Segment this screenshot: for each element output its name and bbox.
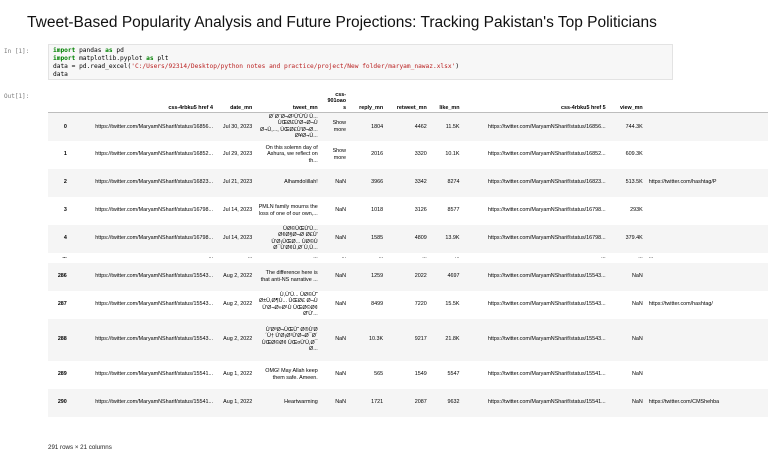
table-cell: The difference here is that anti-NS narrative ... — [260, 270, 318, 283]
table-cell: NaN — [631, 336, 643, 343]
table-cell: https://twitter.com/MaryamNSharif/status/16798... — [95, 207, 213, 214]
column-header: retweet_mn — [386, 88, 430, 113]
table-row — [48, 263, 768, 291]
code-text: data = pd.read_excel( — [53, 63, 132, 70]
table-cell: 9217 — [414, 336, 427, 343]
table-cell: https://twitter.com/MaryamNSharif/status/15541... — [95, 371, 213, 378]
code-keyword: import — [53, 47, 76, 54]
table-cell: 1585 — [371, 235, 384, 242]
table-cell: ... — [341, 254, 347, 261]
table-row — [48, 225, 768, 253]
table-cell: NaN — [335, 179, 347, 186]
table-cell: 9632 — [447, 399, 460, 406]
table-cell: https://twitter.com/MaryamNSharif/status/16856... — [487, 123, 606, 130]
table-cell: ... — [638, 254, 643, 261]
table-row — [48, 197, 768, 225]
table-row — [48, 253, 768, 263]
code-text: pd — [112, 47, 124, 54]
code-line-1 — [53, 47, 668, 55]
row-index: 288 — [57, 336, 67, 343]
column-header: css-4rbku5 href 5 — [462, 88, 608, 113]
table-cell: On this solemn day of Ashura, we reflect on th... — [265, 145, 318, 164]
row-index: ... — [62, 254, 67, 261]
code-keyword: as — [105, 47, 113, 54]
table-cell: NaN — [631, 371, 643, 378]
table-cell: NaN — [335, 301, 347, 308]
code-line-4: data — [53, 71, 68, 78]
table-cell: NaN — [335, 235, 347, 242]
table-cell: 1018 — [371, 207, 384, 214]
table-cell: Ù,Ù'Ù... ÙØ©Ù˜ Ø±Ù,Ø¶Ù... ÙŒØ£ Ø¬Ù Ù'Ø¬Ø»Ø¹Ù ÙŒØ©Ø¢ Ø'Ù'... — [258, 291, 318, 318]
table-cell: 15.5K — [445, 301, 460, 308]
column-header — [646, 88, 768, 113]
table-row — [48, 113, 768, 141]
output-prompt: Out[1]: — [4, 93, 30, 100]
table-cell: 4697 — [447, 273, 460, 280]
table-cell: 8577 — [447, 207, 460, 214]
table-cell — [646, 361, 768, 389]
table-cell: Aug 1, 2022 — [223, 399, 253, 406]
table-cell: PMLN family mourns the loss of one of our own,... — [258, 204, 318, 217]
table-cell: https://twitter.com/MaryamNSharif/status/15543... — [95, 301, 213, 308]
table-cell — [646, 141, 768, 169]
table-cell: 2087 — [414, 399, 427, 406]
table-cell: Ø´Ø¨Ø¬Ø¹Ù'Ù'Ù Ù... ÙŒØ£Ù'Ø¬Ø¬Ù Ø¬Ù,..., ÙŒØ£Ù'Ø¬Ø... Ø¥Ø¬Ù... — [260, 114, 318, 140]
table-cell — [646, 263, 768, 291]
table-cell: Jul 21, 2023 — [222, 179, 253, 186]
table-cell: ... — [208, 254, 213, 261]
table-cell: https://twitter.com/MaryamNSharif/status/15543... — [487, 336, 606, 343]
table-cell: Aug 2, 2022 — [223, 273, 253, 280]
table-cell: ... — [422, 254, 427, 261]
column-header: tweet_mn — [255, 88, 320, 113]
table-cell: Aug 2, 2022 — [223, 336, 253, 343]
table-cell: NaN — [631, 273, 643, 280]
column-header: css-4rbku5 href 4 — [70, 88, 216, 113]
table-cell: 1259 — [371, 273, 384, 280]
dataframe-table — [48, 88, 768, 417]
row-index: 2 — [63, 179, 67, 186]
table-cell: NaN — [335, 399, 347, 406]
table-cell: https://twitter.com/MaryamNSharif/status/16852... — [95, 151, 213, 158]
table-cell: ... — [378, 254, 384, 261]
table-cell: https://twitter.com/CMShehba — [648, 399, 720, 406]
table-cell: https://twitter.com/MaryamNSharif/status/15541... — [487, 371, 606, 378]
table-cell: https://twitter.com/MaryamNSharif/status/15543... — [95, 336, 213, 343]
row-index: 0 — [63, 123, 67, 130]
table-cell: https://twitter.com/MaryamNSharif/status/15543... — [95, 273, 213, 280]
table-cell: https://twitter.com/MaryamNSharif/status/15543... — [487, 273, 606, 280]
table-cell: NaN — [335, 273, 347, 280]
dataframe-output[interactable] — [48, 88, 720, 448]
table-cell: 4462 — [414, 123, 427, 130]
row-index: 1 — [63, 151, 67, 158]
code-line-2 — [53, 55, 668, 63]
table-cell: 2016 — [371, 151, 384, 158]
table-cell: 10.1K — [445, 151, 460, 158]
table-cell: https://twitter.com/MaryamNSharif/status/15541... — [487, 399, 606, 406]
table-cell: 3320 — [414, 151, 427, 158]
table-cell: 13.9K — [445, 235, 460, 242]
table-cell: https://twitter.com/MaryamNSharif/status/16798... — [487, 207, 606, 214]
table-cell: https://twitter.com/MaryamNSharif/status/16798... — [487, 235, 606, 242]
table-cell: Ù'Ø³Ø¬ÙŒÙ˜ Ø®Ù'Ø´Ù† Ù'Ø¡Ø¹Ù'Ø¬Ø¯Ø´ ÙŒØ©Ø¢ ÙŒ¤Ù'Ù,Ø¯ Ø... — [261, 326, 318, 353]
code-text: ) — [455, 63, 460, 70]
table-cell: Alhamdolillah! — [284, 179, 318, 186]
code-text: plt — [153, 55, 169, 62]
table-cell: 2022 — [414, 273, 427, 280]
table-cell — [646, 197, 768, 225]
table-row — [48, 319, 768, 361]
column-header: reply_mn — [349, 88, 386, 113]
table-cell: Jul 29, 2023 — [222, 151, 253, 158]
table-cell: Show more — [332, 120, 347, 133]
table-cell: OMG! May Allah keep them safe. Ameen. — [265, 368, 318, 381]
code-text: pandas — [75, 47, 106, 54]
table-cell: 1721 — [371, 399, 384, 406]
table-cell: 21.8K — [445, 336, 460, 343]
table-cell — [646, 225, 768, 253]
table-cell: 3342 — [414, 179, 427, 186]
table-cell: https://twitter.com/MaryamNSharif/status/15543... — [487, 301, 606, 308]
table-cell: Heartwarming — [284, 399, 318, 406]
table-row — [48, 361, 768, 389]
table-row — [48, 169, 768, 197]
table-cell — [646, 113, 768, 141]
table-cell: 744.3K — [625, 123, 643, 130]
code-string: 'C:/Users/92314/Desktop/python notes and practice/project/New folder/maryam_nawaz.xlsx' — [131, 63, 456, 70]
table-cell: 1804 — [371, 123, 384, 130]
table-cell: https://twitter.com/MaryamNSharif/status/16823... — [487, 179, 606, 186]
table-cell: https://twitter.com/MaryamNSharif/status/16856... — [95, 123, 213, 130]
table-row — [48, 389, 768, 417]
code-keyword: import — [53, 55, 76, 62]
row-index: 287 — [57, 301, 67, 308]
table-cell: NaN — [335, 371, 347, 378]
row-index: 3 — [63, 207, 67, 214]
table-cell: 379.4K — [625, 235, 643, 242]
table-header-row — [48, 88, 768, 113]
table-cell: 7220 — [414, 301, 427, 308]
table-cell: ... — [247, 254, 253, 261]
table-cell: https://twitter.com/MaryamNSharif/status/16852... — [487, 151, 606, 158]
table-cell: 10.3K — [369, 336, 384, 343]
table-cell: https://twitter.com/hashtag/P — [648, 179, 717, 186]
table-cell: ... — [454, 254, 460, 261]
table-cell: 8499 — [371, 301, 384, 308]
table-cell: ... — [313, 254, 318, 261]
table-row — [48, 141, 768, 169]
table-cell: Jul 30, 2023 — [222, 123, 253, 130]
column-header: date_mn — [216, 88, 255, 113]
table-cell: 565 — [374, 371, 384, 378]
table-cell: 609.3K — [625, 151, 643, 158]
code-keyword: as — [146, 55, 154, 62]
row-index: 290 — [57, 399, 67, 406]
table-cell: 11.5K — [445, 123, 460, 130]
dataframe-shape: 291 rows × 21 columns — [48, 444, 112, 451]
table-cell: NaN — [631, 399, 643, 406]
code-cell[interactable] — [48, 44, 673, 80]
table-cell: Jul 14, 2023 — [222, 235, 253, 242]
table-cell: ... — [601, 254, 606, 261]
table-cell: https://twitter.com/MaryamNSharif/status/15541... — [95, 399, 213, 406]
column-header: view_mn — [609, 88, 646, 113]
row-index: 4 — [63, 235, 67, 242]
row-index: 289 — [57, 371, 67, 378]
column-header: css-901oao s — [321, 88, 349, 113]
table-cell: NaN — [631, 301, 643, 308]
table-cell: 8274 — [447, 179, 460, 186]
table-cell: NaN — [335, 207, 347, 214]
column-header — [48, 88, 70, 113]
table-cell: Aug 1, 2022 — [223, 371, 253, 378]
table-cell: 1549 — [414, 371, 427, 378]
table-cell: 3126 — [414, 207, 427, 214]
table-body — [48, 113, 768, 417]
code-text: matplotlib.pyplot — [75, 55, 147, 62]
table-cell: NaN — [335, 336, 347, 343]
row-index: 286 — [57, 273, 67, 280]
table-cell: 3966 — [371, 179, 384, 186]
table-row — [48, 291, 768, 319]
table-cell — [646, 319, 768, 361]
notebook-title: Tweet-Based Popularity Analysis and Future Projections: Tracking Pakistan's Top Politicians — [27, 14, 657, 31]
table-cell: ... — [648, 254, 654, 261]
table-cell: 4809 — [414, 235, 427, 242]
code-line-3 — [53, 63, 668, 71]
table-cell: 293K — [630, 207, 643, 214]
table-cell: https://twitter.com/MaryamNSharif/status/16823... — [95, 179, 213, 186]
table-cell: Jul 14, 2023 — [222, 207, 253, 214]
table-cell: Aug 2, 2022 — [223, 301, 253, 308]
table-cell: Show more — [332, 148, 347, 161]
table-cell: ÙØ©ÙŒÙ'Ù... Ø¢Ø§Ø¬Ø Ø£Ù' Ù'Ø¡ÙŒØ... ÙØ©Ù Ø¯Ù'Ø¢Ù,Ø´Ù,Ù... — [271, 225, 318, 252]
table-cell: https://twitter.com/MaryamNSharif/status/16798... — [95, 235, 213, 242]
table-cell: 5547 — [447, 371, 460, 378]
input-prompt: In [1]: — [4, 48, 30, 55]
table-cell: 513.5K — [625, 179, 643, 186]
column-header: like_mn — [430, 88, 463, 113]
table-cell: https://twitter.com/hashtag/ — [648, 301, 713, 308]
